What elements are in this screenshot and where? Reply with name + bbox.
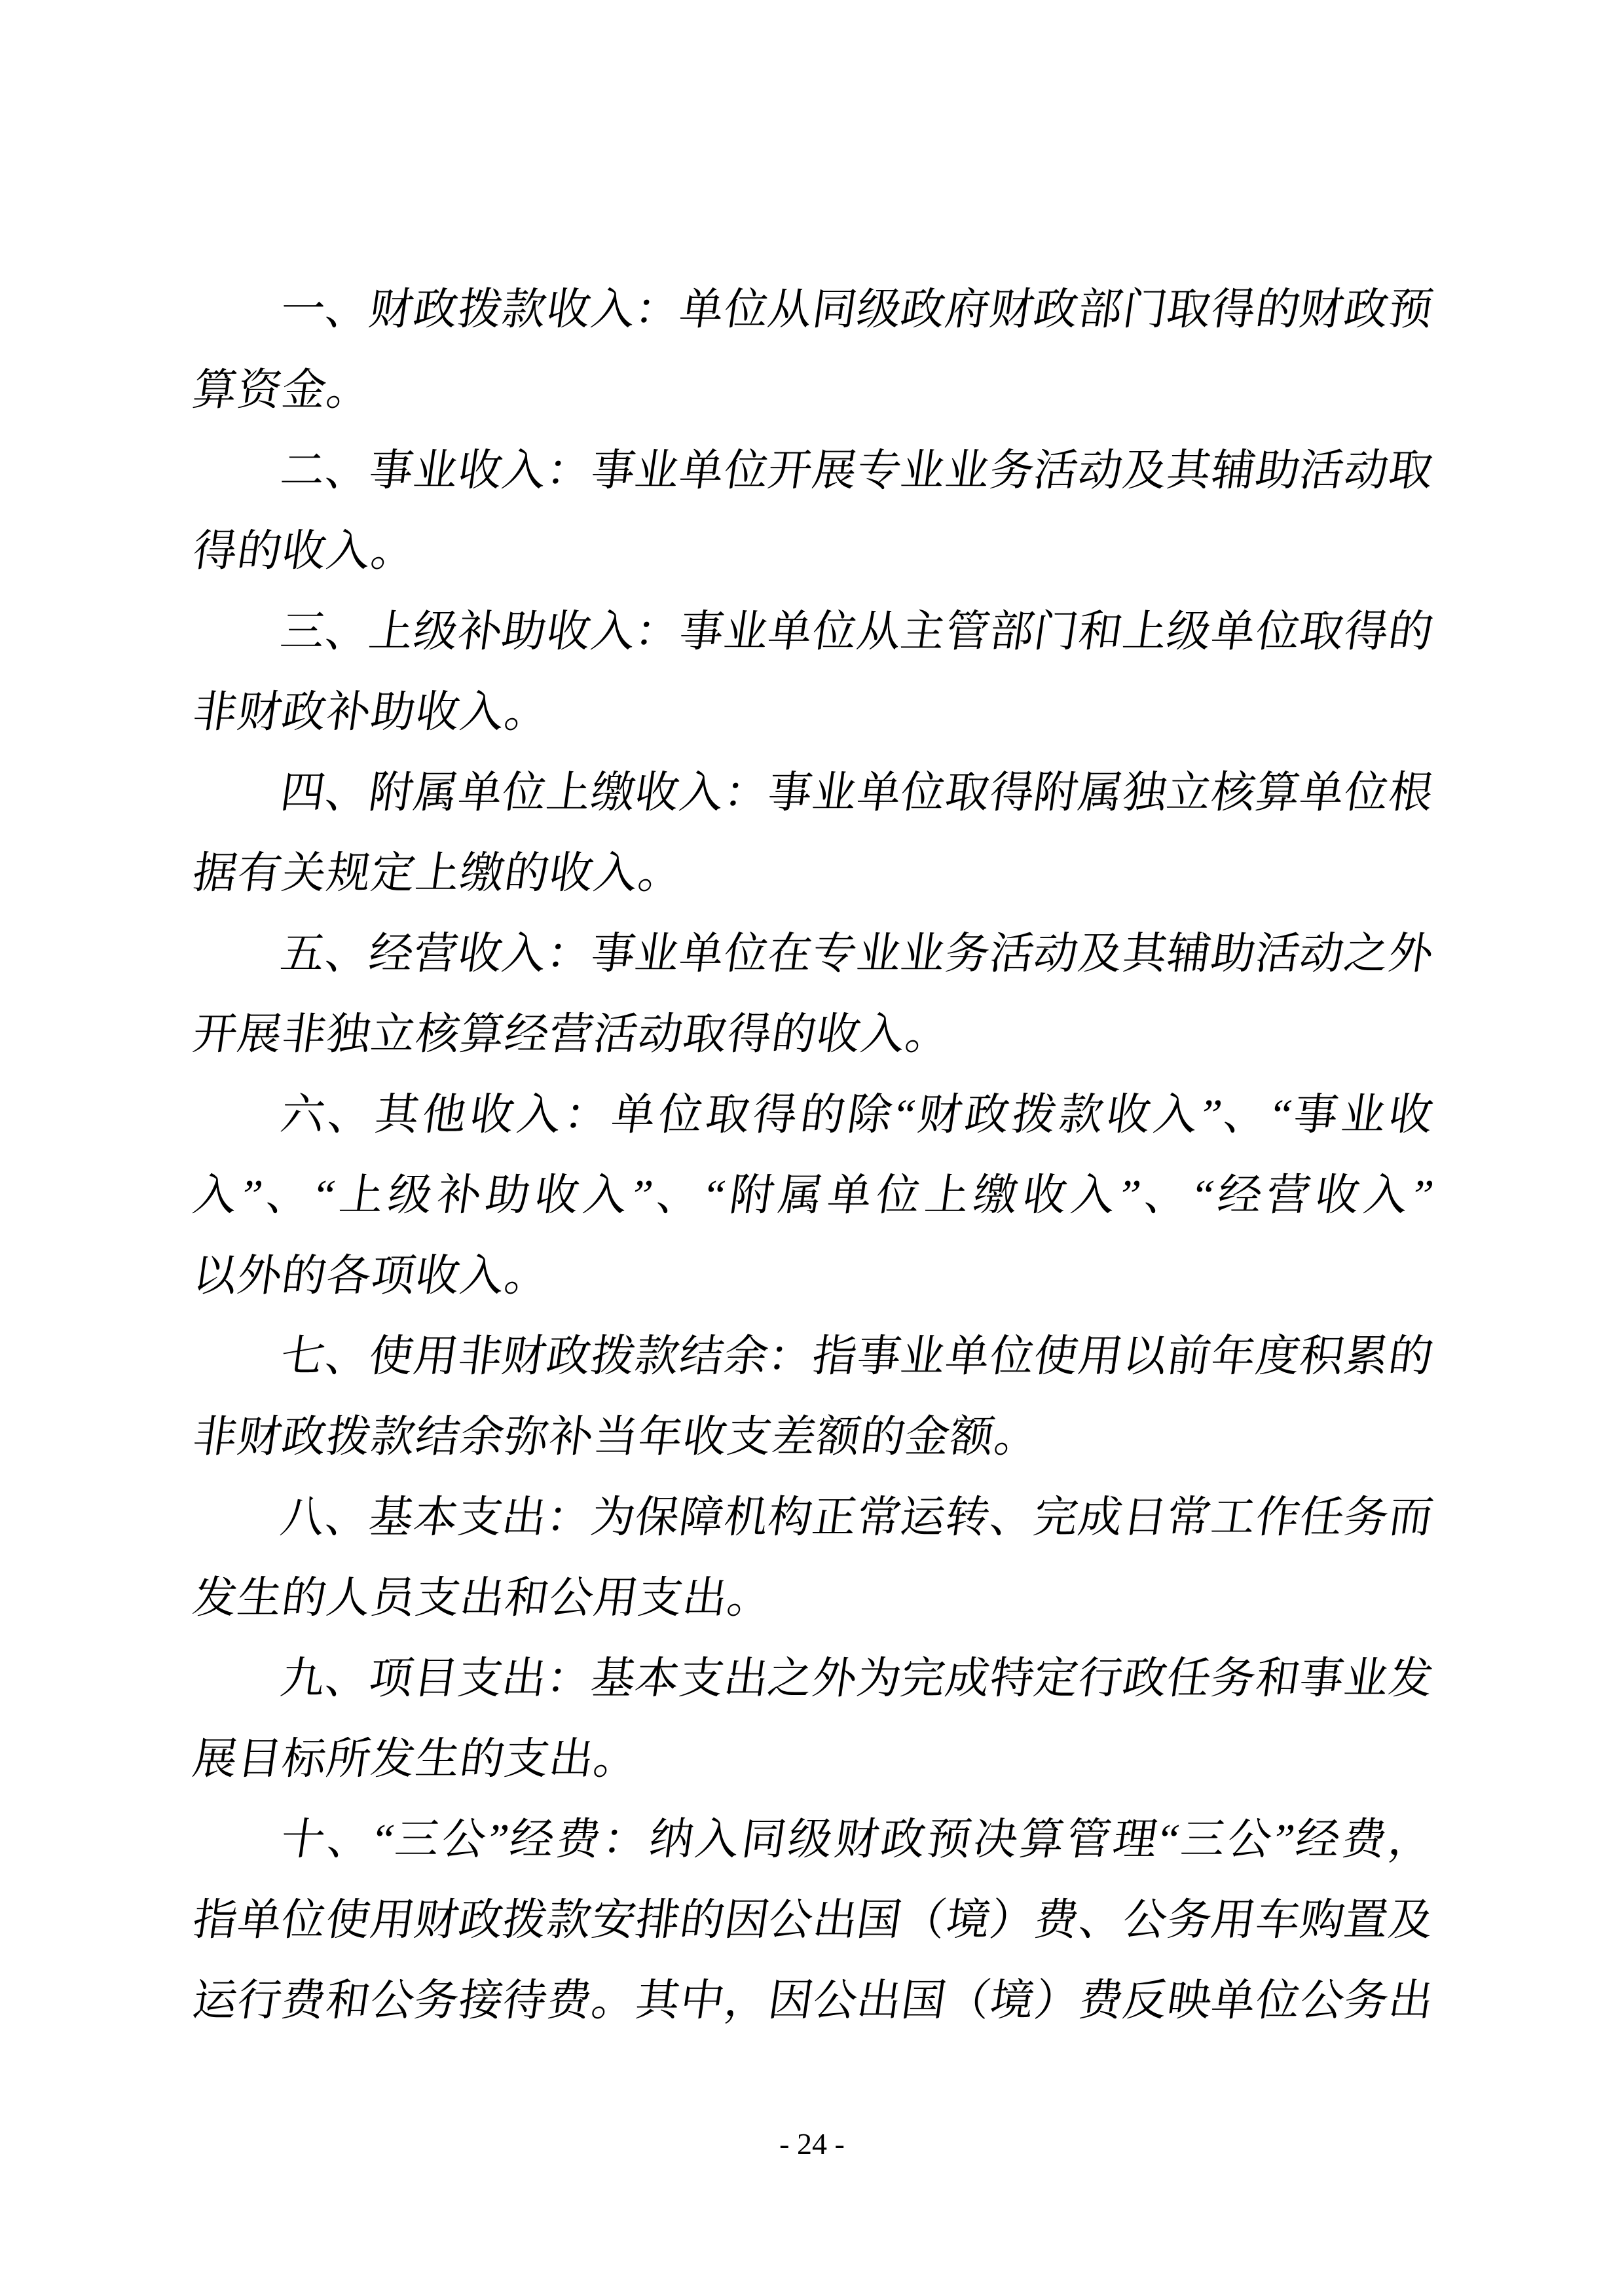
text-line: 得 的 收 入 。	[189, 527, 420, 575]
text-line: 开 展 非 独 立 核 算 经 营 活 动 取 得 的 收 入 。	[189, 1010, 954, 1059]
text-line: 一 、 财 政 拨 款 收 入 ： 单 位 从 同 级 政 府 财 政 部 门 取 得 的 财 政 预	[277, 285, 1437, 334]
text-line: 五 、 经 营 收 入 ： 事 业 单 位 在 专 业 业 务 活 动 及 其 辅 助 活 动 之 外	[277, 930, 1437, 978]
text-line: 运 行 费 和 公 务 接 待 费 。 其 中 ， 因 公 出 国 （ 境 ） 费 反 映 单 位 公 务 出	[189, 1977, 1437, 2025]
document-body	[189, 270, 1437, 2041]
text-line: 指 单 位 使 用 财 政 拨 款 安 排 的 因 公 出 国 （ 境 ） 费 、 公 务 用 车 购 置 及	[189, 1896, 1437, 1944]
text-line: 二 、 事 业 收 入 ： 事 业 单 位 开 展 专 业 业 务 活 动 及 其 辅 助 活 动 取	[277, 446, 1437, 495]
text-line: 六 、 其 他 收 入 ： 单 位 取 得 的 除 “ 财 政 拨 款 收 入 ” 、 “ 事 业 收	[277, 1091, 1437, 1139]
text-line: 三 、 上 级 补 助 收 入 ： 事 业 单 位 从 主 管 部 门 和 上 级 单 位 取 得 的	[277, 608, 1437, 656]
text-line: 以 外 的 各 项 收 入 。	[189, 1252, 553, 1300]
text-line: 算 资 金 。	[189, 366, 375, 414]
text-line: 十 、 “ 三 公 ” 经 费 ： 纳 入 同 级 财 政 预 决 算 管 理 “ 三 公 ” 经 费 ，	[277, 1815, 1436, 1864]
text-line: 据 有 关 规 定 上 缴 的 收 入 。	[189, 849, 687, 898]
text-line: 发 生 的 人 员 支 出 和 公 用 支 出 。	[189, 1574, 776, 1622]
text-line: 非 财 政 拨 款 结 余 弥 补 当 年 收 支 差 额 的 金 额 。	[189, 1413, 1043, 1461]
text-line: 展 目 标 所 发 生 的 支 出 。	[189, 1735, 642, 1783]
text-line: 非 财 政 补 助 收 入 。	[189, 688, 553, 737]
text-line: 九 、 项 目 支 出 ： 基 本 支 出 之 外 为 完 成 特 定 行 政 任 务 和 事 业 发	[277, 1654, 1437, 1703]
text-line: 四 、 附 属 单 位 上 缴 收 入 ： 事 业 单 位 取 得 附 属 独 立 核 算 单 位 根	[277, 769, 1437, 817]
text-line: 八 、 基 本 支 出 ： 为 保 障 机 构 正 常 运 转 、 完 成 日 常 工 作 任 务 而	[277, 1493, 1437, 1542]
text-line: 七 、 使 用 非 财 政 拨 款 结 余 ： 指 事 业 单 位 使 用 以 前 年 度 积 累 的	[277, 1332, 1437, 1381]
page-number: - 24 -	[779, 2127, 845, 2160]
text-line: 入 ” 、 “ 上 级 补 助 收 入 ” 、 “ 附 属 单 位 上 缴 收 入 ” 、 “ 经 营 收 入 ”	[189, 1171, 1436, 1220]
